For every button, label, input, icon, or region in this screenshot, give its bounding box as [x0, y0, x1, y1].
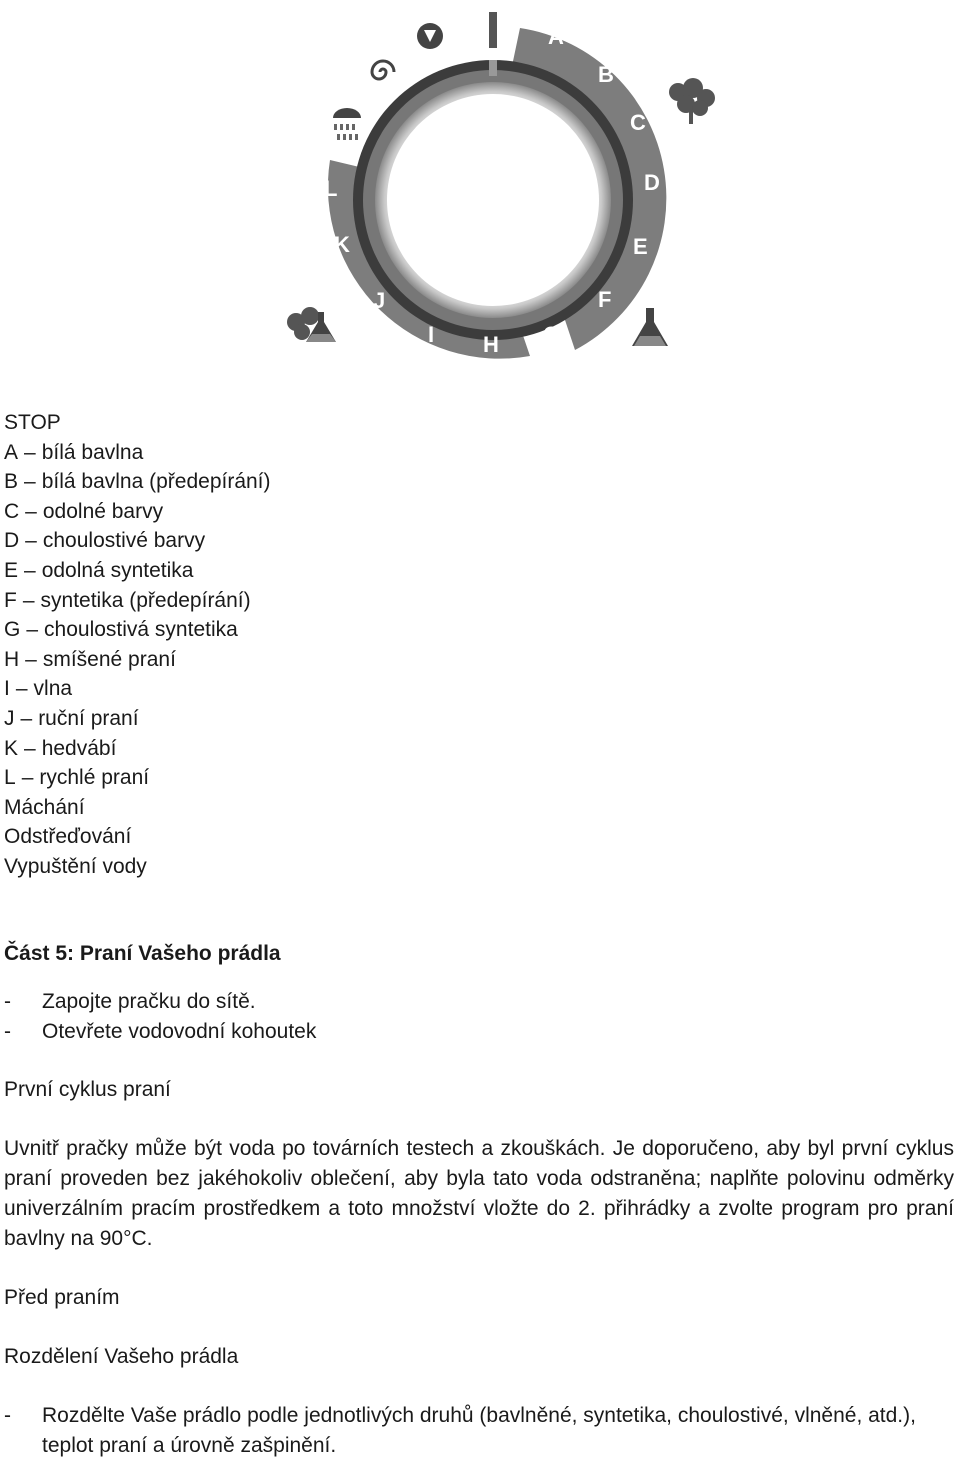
program-code: C [4, 499, 20, 523]
program-item [4, 556, 954, 586]
program-item [4, 438, 954, 468]
program-text: Odstřeďování [4, 825, 132, 849]
list-item [4, 1017, 954, 1047]
spin-icon [372, 61, 394, 79]
program-code: J [4, 706, 15, 730]
rinse-icon [333, 108, 361, 140]
bullet-text: Zapojte pračku do sítě. [42, 989, 256, 1013]
program-name: odolné barvy [42, 499, 164, 523]
bullet-list-2 [4, 1401, 954, 1461]
knob-pointer [489, 60, 497, 76]
program-dash: – [24, 470, 36, 494]
bullet-dash: - [4, 1403, 11, 1427]
program-dash: – [25, 647, 37, 671]
program-dial[interactable] [0, 0, 960, 380]
program-item [4, 734, 954, 764]
program-item [4, 586, 954, 616]
program-text: Vypuštění vody [4, 854, 147, 878]
program-name: choulostivá syntetika [44, 618, 238, 642]
program-code: B [4, 470, 19, 494]
program-code: A [4, 440, 19, 464]
program-list [4, 408, 954, 882]
program-text: Máchání [4, 795, 85, 819]
program-dash: – [20, 706, 33, 730]
program-item [4, 497, 954, 527]
program-code: D [4, 529, 20, 553]
program-name: bílá bavlna (předepírání) [41, 470, 271, 494]
program-code: L [4, 766, 16, 790]
dial-label-f: F [598, 287, 612, 312]
flask-icon [632, 308, 668, 346]
dial-label-k: K [334, 232, 350, 257]
program-item [4, 615, 954, 645]
program-dash: – [15, 677, 28, 701]
cotton-flower-icon [669, 78, 715, 124]
program-item [4, 674, 954, 704]
bullet-list-1 [4, 987, 954, 1047]
list-item [4, 1401, 954, 1461]
program-dash: – [26, 618, 39, 642]
dial-label-h: H [483, 332, 499, 357]
program-dash: – [24, 736, 36, 760]
program-name: hedvábí [41, 736, 117, 760]
program-name: ruční praní [38, 706, 139, 730]
program-item [4, 645, 954, 675]
program-code: I [4, 677, 10, 701]
drain-icon [417, 23, 443, 49]
dial-label-d: D [644, 170, 660, 195]
program-item [4, 852, 954, 882]
first-cycle-paragraph: Uvnitř pračky může být voda po továrních testech a zkouškách. Je doporučeno, aby byl první cyklus praní proveden bez jakéhokoliv oblečení, aby byla tato voda odstraněna; naplňte polovinu odměrky univerzálním pracím prostředkem a toto množství vložte do 2. přihrádky a zvolte program pro praní bavlny na 90°C. [4, 1136, 954, 1250]
program-item [4, 793, 954, 823]
section-heading: Část 5: Praní Vašeho prádla [4, 941, 281, 965]
dial-label-l: L [324, 176, 338, 201]
first-cycle-heading: První cyklus praní [4, 1077, 171, 1101]
program-code: K [4, 736, 19, 760]
program-text: STOP [4, 411, 61, 434]
stop-marker [489, 12, 497, 48]
program-item [4, 704, 954, 734]
program-name: vlna [33, 677, 73, 701]
dial-label-i: I [428, 322, 435, 347]
program-dash: – [21, 766, 34, 790]
program-code: G [4, 618, 21, 642]
program-name: syntetika (předepírání) [40, 588, 251, 612]
dial-label-g: G [543, 322, 561, 347]
bullet-dash: - [4, 1019, 11, 1043]
program-dash: – [22, 588, 35, 612]
program-dash: – [24, 440, 36, 464]
sorting-heading: Rozdělení Vašeho prádla [4, 1344, 239, 1368]
program-item [4, 822, 954, 852]
program-dash: – [25, 499, 37, 523]
program-code: F [4, 588, 17, 612]
dial-label-c: C [630, 110, 646, 135]
bullet-text: Rozdělte Vaše prádlo podle jednotlivých druhů (bavlněné, syntetika, choulostivé, vlněné, atd.), teplot praní a úrovně zašpinění. [42, 1403, 916, 1457]
document-body [4, 408, 954, 1461]
bullet-dash: - [4, 989, 11, 1013]
program-item [4, 467, 954, 497]
program-name: rychlé praní [39, 766, 150, 790]
program-name: odolná syntetika [41, 558, 194, 582]
list-item [4, 987, 954, 1017]
dial-label-e: E [633, 234, 648, 259]
cotton-flask-icon [287, 307, 336, 342]
program-name: choulostivé barvy [42, 529, 206, 553]
program-name: smíšené praní [42, 647, 176, 671]
before-wash-heading: Před praním [4, 1285, 120, 1309]
program-code: E [4, 558, 19, 582]
dial-label-a: A [548, 24, 564, 49]
dial-knob-center [387, 94, 599, 306]
dial-label-b: B [598, 62, 614, 87]
program-name: bílá bavlna [41, 440, 144, 464]
bullet-text: Otevřete vodovodní kohoutek [42, 1019, 317, 1043]
program-dash: – [24, 558, 36, 582]
program-item [4, 408, 954, 438]
program-dash: – [25, 529, 37, 553]
program-item [4, 763, 954, 793]
program-code: H [4, 647, 20, 671]
program-item [4, 526, 954, 556]
dial-label-j: J [373, 288, 386, 313]
